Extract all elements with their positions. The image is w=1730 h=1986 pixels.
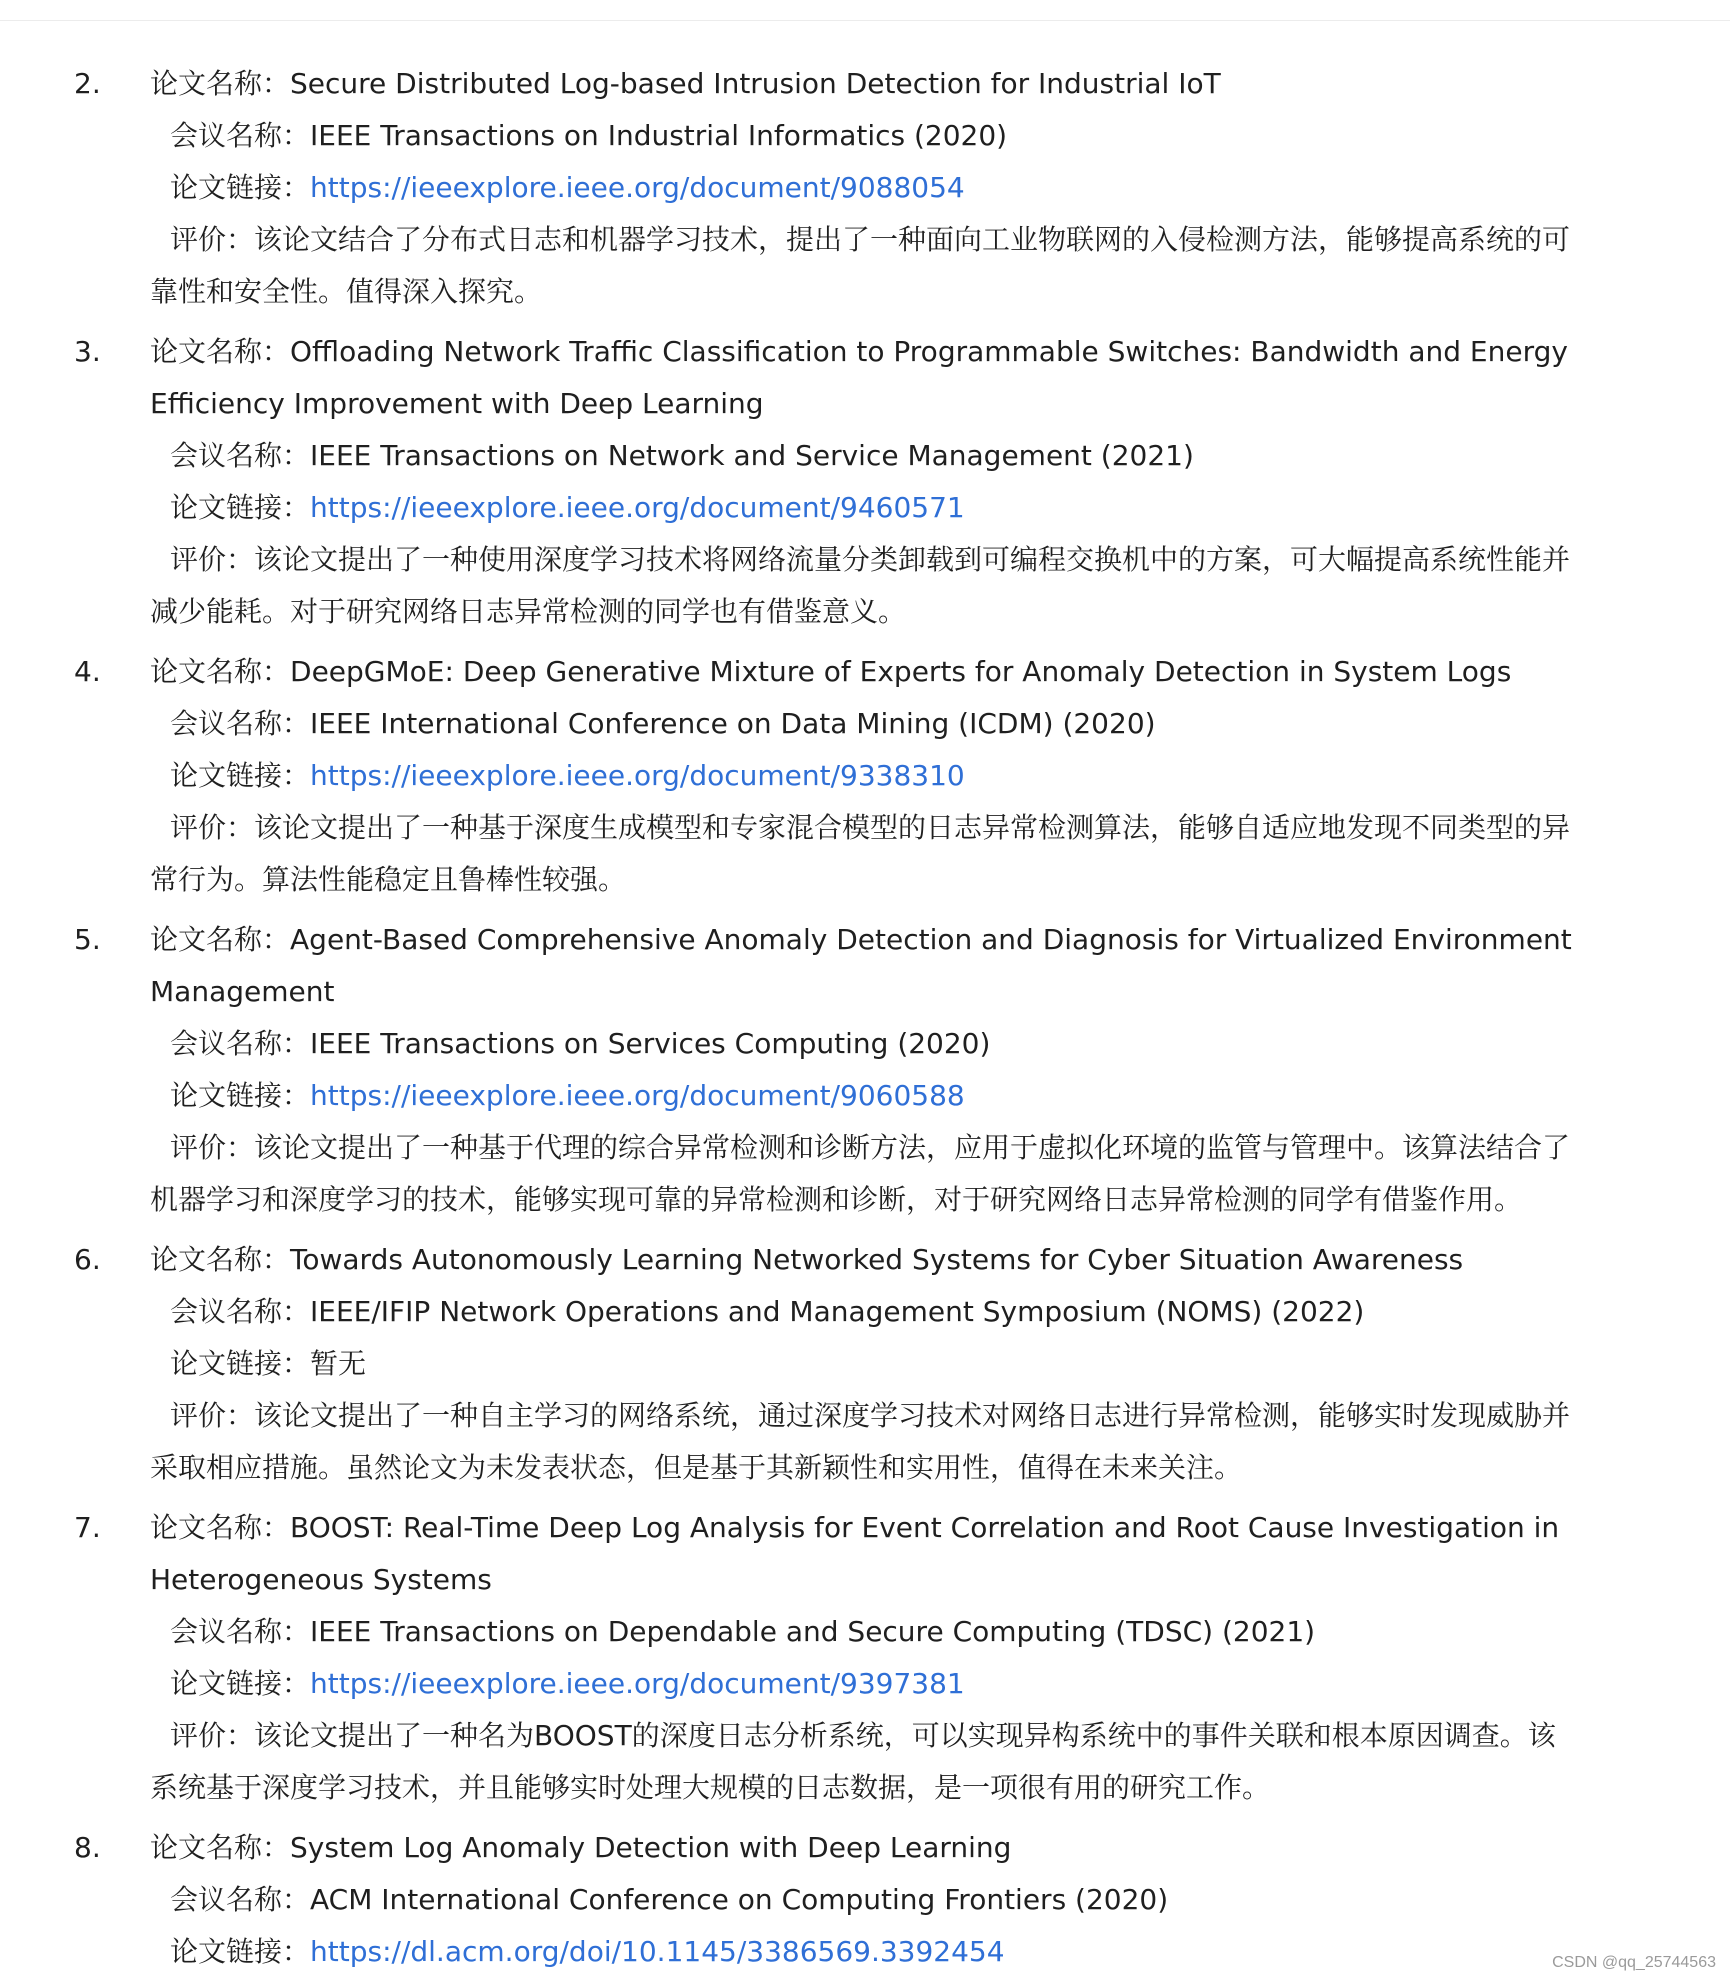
comment-text: 该论文提出了一种名为BOOST的深度日志分析系统，可以实现异构系统中的事件关联和根本原因调查。该系统基于深度学习技术，并且能够实时处理大规模的日志数据，是一项很有用的研究工作。 (150, 1719, 1556, 1804)
paper-title-line (74, 1502, 1582, 1606)
venue-value: IEEE Transactions on Dependable and Secure Computing (TDSC) (2021) (310, 1615, 1316, 1648)
venue-label: 会议名称： (170, 119, 311, 152)
comment-label: 评价： (170, 223, 255, 256)
link-label: 论文链接： (170, 171, 311, 204)
venue-value: ACM International Conference on Computing Frontiers (2020) (310, 1883, 1169, 1916)
link-line (112, 1070, 1582, 1122)
comment-line (112, 1122, 1582, 1226)
entry-number: 3. (74, 335, 101, 368)
paper-link[interactable]: https://ieeexplore.ieee.org/document/9060588 (310, 1079, 965, 1112)
comment-text: 该论文提出了一种使用深度学习技术将网络流量分类卸载到可编程交换机中的方案，可大幅提高系统性能并减少能耗。对于研究网络日志异常检测的同学也有借鉴意义。 (150, 543, 1571, 628)
entry-number: 5. (74, 923, 101, 956)
paper-title-line (74, 914, 1582, 1018)
link-unavailable: 暂无 (310, 1347, 367, 1380)
comment-label: 评价： (170, 1131, 255, 1164)
paper-label: 论文名称： (150, 1831, 291, 1864)
comment-text: 该论文提出了一种基于代理的综合异常检测和诊断方法，应用于虚拟化环境的监管与管理中。该算法结合了机器学习和深度学习的技术，能够实现可靠的异常检测和诊断，对于研究网络日志异常检测的同学有借鉴作用。 (150, 1131, 1571, 1216)
paper-title-line (74, 58, 1582, 110)
csdn-watermark: CSDN @qq_25744563 (1552, 1954, 1716, 1971)
venue-label: 会议名称： (170, 1295, 311, 1328)
paper-link[interactable]: https://ieeexplore.ieee.org/document/9397381 (310, 1667, 965, 1700)
link-label: 论文链接： (170, 1079, 311, 1112)
top-divider (0, 20, 1730, 21)
paper-entry (74, 58, 1582, 318)
paper-title-line (74, 1822, 1582, 1874)
venue-line (112, 1286, 1582, 1338)
link-line (112, 1658, 1582, 1710)
comment-text: 该论文结合了分布式日志和机器学习技术，提出了一种面向工业物联网的入侵检测方法，能够提高系统的可靠性和安全性。值得深入探究。 (150, 223, 1571, 308)
entry-number: 6. (74, 1243, 101, 1276)
paper-entry (74, 914, 1582, 1226)
paper-title-line (74, 326, 1582, 430)
paper-label: 论文名称： (150, 1243, 291, 1276)
paper-label: 论文名称： (150, 1511, 291, 1544)
paper-label: 论文名称： (150, 655, 291, 688)
venue-label: 会议名称： (170, 1883, 311, 1916)
venue-value: IEEE Transactions on Network and Service Management (2021) (310, 439, 1194, 472)
venue-line (112, 1018, 1582, 1070)
link-line (112, 1926, 1582, 1978)
paper-title: DeepGMoE: Deep Generative Mixture of Experts for Anomaly Detection in System Logs (290, 655, 1512, 688)
venue-line (112, 1874, 1582, 1926)
link-label: 论文链接： (170, 759, 311, 792)
comment-label: 评价： (170, 1399, 255, 1432)
comment-label: 评价： (170, 1719, 255, 1752)
venue-line (112, 430, 1582, 482)
venue-line (112, 698, 1582, 750)
entry-number: 2. (74, 67, 101, 100)
venue-value: IEEE/IFIP Network Operations and Management Symposium (NOMS) (2022) (310, 1295, 1365, 1328)
comment-line (112, 214, 1582, 318)
venue-label: 会议名称： (170, 1615, 311, 1648)
venue-label: 会议名称： (170, 707, 311, 740)
venue-value: IEEE Transactions on Services Computing (2020) (310, 1027, 991, 1060)
entry-number: 4. (74, 655, 101, 688)
link-label: 论文链接： (170, 1667, 311, 1700)
comment-label: 评价： (170, 543, 255, 576)
venue-value: IEEE Transactions on Industrial Informatics (2020) (310, 119, 1008, 152)
venue-label: 会议名称： (170, 1027, 311, 1060)
link-line (112, 482, 1582, 534)
paper-title: Offloading Network Traffic Classification to Programmable Switches: Bandwidth and Energy Efficiency Improvement with Deep Learning (150, 335, 1568, 420)
paper-label: 论文名称： (150, 923, 291, 956)
comment-line (112, 1390, 1582, 1494)
comment-line (112, 534, 1582, 638)
venue-line (112, 110, 1582, 162)
paper-title: Secure Distributed Log-based Intrusion Detection for Industrial IoT (290, 67, 1221, 100)
paper-title-line (74, 1234, 1582, 1286)
comment-text: 该论文提出了一种自主学习的网络系统，通过深度学习技术对网络日志进行异常检测，能够实时发现威胁并采取相应措施。虽然论文为未发表状态，但是基于其新颖性和实用性，值得在未来关注。 (150, 1399, 1571, 1484)
paper-title: BOOST: Real-Time Deep Log Analysis for Event Correlation and Root Cause Investigation in Heterogeneous Systems (150, 1511, 1560, 1596)
paper-title: System Log Anomaly Detection with Deep Learning (290, 1831, 1012, 1864)
venue-label: 会议名称： (170, 439, 311, 472)
paper-link[interactable]: https://ieeexplore.ieee.org/document/9460571 (310, 491, 965, 524)
link-label: 论文链接： (170, 1347, 311, 1380)
paper-link[interactable]: https://ieeexplore.ieee.org/document/9338310 (310, 759, 965, 792)
comment-label: 评价： (170, 811, 255, 844)
link-label: 论文链接： (170, 491, 311, 524)
paper-link[interactable]: https://ieeexplore.ieee.org/document/9088054 (310, 171, 965, 204)
paper-entry (74, 1502, 1582, 1814)
comment-text: 该论文提出了一种基于深度生成模型和专家混合模型的日志异常检测算法，能够自适应地发现不同类型的异常行为。算法性能稳定且鲁棒性较强。 (150, 811, 1571, 896)
paper-title: Agent-Based Comprehensive Anomaly Detection and Diagnosis for Virtualized Environment Management (150, 923, 1572, 1008)
paper-title: Towards Autonomously Learning Networked Systems for Cyber Situation Awareness (290, 1243, 1464, 1276)
paper-entry (74, 646, 1582, 906)
paper-entry (74, 1822, 1582, 1978)
venue-line (112, 1606, 1582, 1658)
venue-value: IEEE International Conference on Data Mining (ICDM) (2020) (310, 707, 1156, 740)
link-line (112, 1338, 1582, 1390)
entry-number: 7. (74, 1511, 101, 1544)
paper-entry (74, 1234, 1582, 1494)
paper-title-line (74, 646, 1582, 698)
link-label: 论文链接： (170, 1935, 311, 1968)
paper-label: 论文名称： (150, 335, 291, 368)
link-line (112, 750, 1582, 802)
paper-list (74, 58, 1582, 1986)
entry-number: 8. (74, 1831, 101, 1864)
paper-link[interactable]: https://dl.acm.org/doi/10.1145/3386569.3392454 (310, 1935, 1005, 1968)
paper-entry (74, 326, 1582, 638)
comment-line (112, 802, 1582, 906)
link-line (112, 162, 1582, 214)
comment-line (112, 1710, 1582, 1814)
paper-label: 论文名称： (150, 67, 291, 100)
